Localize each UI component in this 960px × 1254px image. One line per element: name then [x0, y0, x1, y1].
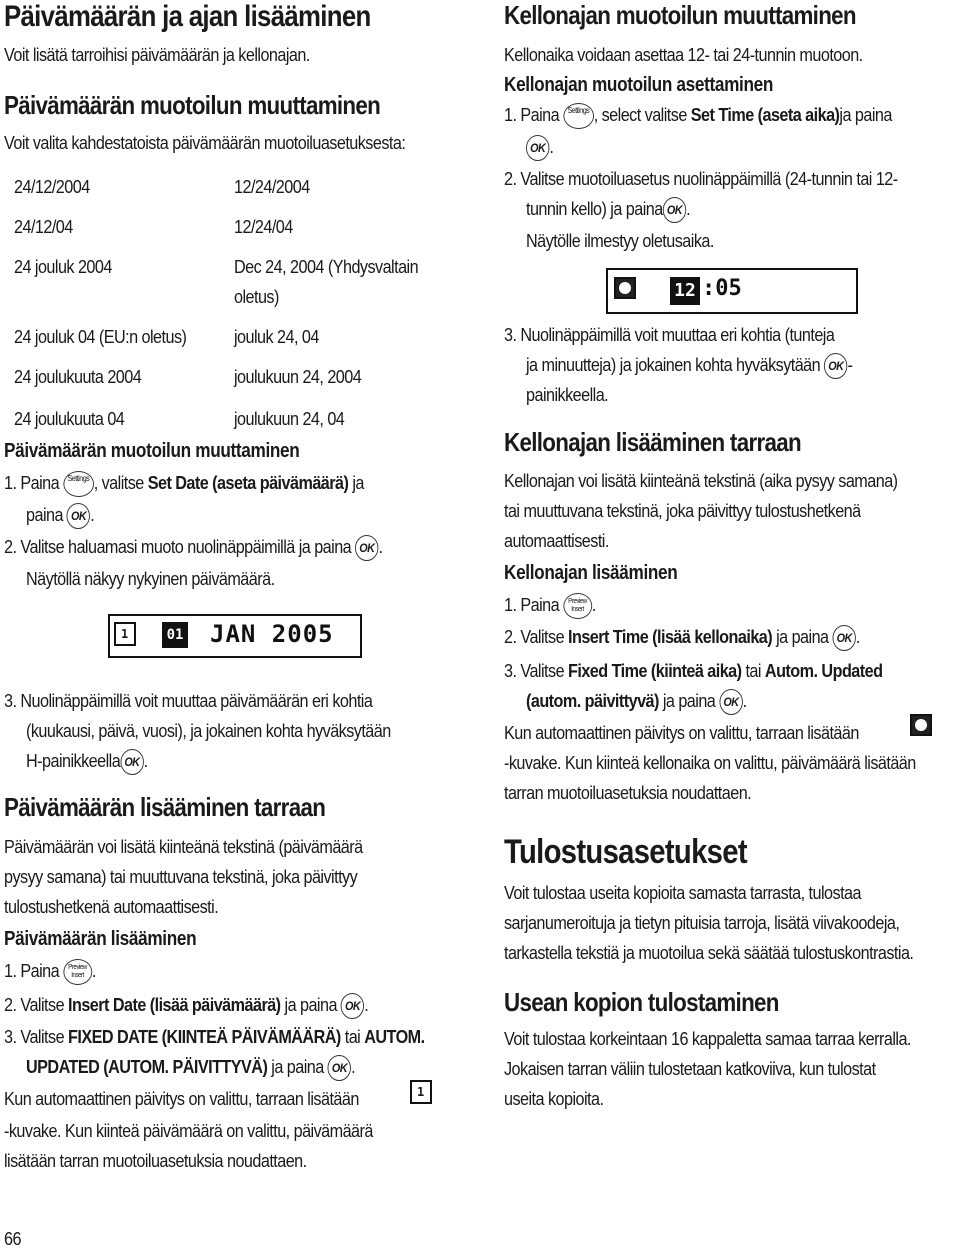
ok-button-icon: OK — [832, 625, 855, 651]
step-text: 1. Paina — [504, 105, 560, 125]
step-text: paina — [26, 505, 63, 525]
step-text: H-painikkeella — [26, 751, 121, 771]
time-format-subheading: Kellonajan muotoilun asettaminen — [504, 74, 774, 96]
time-format-heading: Kellonajan muotoilun muuttaminen — [504, 0, 856, 30]
time-step-1-cont: OK . — [526, 132, 553, 162]
ok-button-icon: OK — [120, 749, 143, 775]
step-text: ja paina — [284, 995, 337, 1015]
menu-option-autom-paivittyva: (autom. päivittyvä) — [526, 691, 659, 711]
add-time-para: automaattisesti. — [504, 531, 609, 551]
copies-para: useita kopioita. — [504, 1089, 604, 1109]
menu-option-insert-date: Insert Date (lisää päivämäärä) — [68, 995, 281, 1015]
ok-button-icon: OK — [328, 1055, 351, 1081]
date-format-heading: Päivämäärän muotoilun muuttaminen — [4, 90, 381, 120]
menu-option-set-date: Set Date (aseta päivämäärä) — [147, 473, 349, 493]
preview-insert-button-icon: Preview Insert — [63, 959, 92, 985]
add-date-subheading: Päivämäärän lisääminen — [4, 928, 197, 950]
lcd-hour-highlight: 12 — [670, 277, 700, 305]
add-time-heading: Kellonajan lisääminen tarraan — [504, 427, 801, 457]
add-date-step-2: 2. Valitse Insert Date (lisää päivämäärä) ja paina OK . — [4, 990, 368, 1020]
menu-option-fixed-date: FIXED DATE (KIINTEÄ PÄIVÄMÄÄRÄ) — [68, 1027, 341, 1047]
step-text: ja — [352, 473, 364, 493]
step-text: , valitse — [93, 473, 144, 493]
format-option: joulukuun 24, 2004 — [234, 367, 362, 387]
add-time-para: Kellonajan voi lisätä kiinteänä tekstinä (aika pysyy samana) — [504, 471, 898, 491]
format-option: jouluk 24, 04 — [234, 327, 319, 347]
format-option: 24/12/2004 — [14, 177, 90, 197]
step-text: 1. Paina — [4, 961, 60, 981]
menu-option-set-time: Set Time (aseta aika) — [690, 105, 840, 125]
add-time-step-2: 2. Valitse Insert Time (lisää kellonaika) ja paina OK . — [504, 622, 860, 652]
step-text: tai — [745, 661, 761, 681]
lcd-day-highlight: 01 — [162, 622, 188, 648]
print-settings-heading: Tulostusasetukset — [504, 833, 747, 871]
step-text: ja paina — [662, 691, 716, 711]
calendar-icon: 1 — [114, 622, 136, 646]
format-option: Dec 24, 2004 (Yhdysvaltain — [234, 257, 419, 277]
copies-para: Voit tulostaa korkeintaan 16 kappaletta samaa tarraa kerralla. — [504, 1029, 911, 1049]
add-time-step-3-cont: (autom. päivittyvä) ja paina OK . — [526, 686, 747, 716]
step-text: 1. Paina — [504, 595, 560, 615]
step-1-cont: paina OK . — [26, 500, 94, 530]
settings-button-icon: Settings — [63, 471, 94, 497]
add-date-note: lisätään tarran muotoiluasetuksia noudattaen. — [4, 1151, 307, 1171]
ok-button-icon: OK — [824, 353, 847, 379]
ok-button-icon: OK — [526, 135, 549, 161]
format-option: 24 joulukuuta 04 — [14, 409, 125, 429]
lcd-date-text: JAN 2005 — [210, 620, 334, 648]
calendar-icon: 1 — [410, 1080, 432, 1104]
time-step-2-cont: tunnin kello) ja paina OK . — [526, 194, 690, 224]
preview-insert-button-icon: Preview Insert — [563, 593, 592, 619]
menu-option-fixed-time: Fixed Time (kiinteä aika) — [568, 661, 742, 681]
step-text: ja paina — [839, 105, 892, 125]
lcd-minutes-text: :05 — [702, 276, 742, 301]
clock-icon — [910, 714, 932, 736]
settings-button-icon: Settings — [563, 103, 594, 129]
print-settings-para: sarjanumeroituja ja tietyn pituisia tarroja, lisätä viivakoodeja, — [504, 913, 900, 933]
step-text: tai — [344, 1027, 361, 1047]
step-text: ja paina — [776, 627, 829, 647]
add-time-subheading: Kellonajan lisääminen — [504, 562, 678, 584]
format-option: 12/24/2004 — [234, 177, 310, 197]
step-2-date-format: 2. Valitse haluamasi muoto nuolinäppäimillä ja paina OK . — [4, 532, 382, 562]
time-step-3-cont: ja minuutteja) ja jokainen kohta hyväksytään OK - — [526, 350, 852, 380]
clock-icon — [614, 277, 636, 299]
add-time-para: tai muuttuvana tekstinä, joka päivittyy tulostushetkenä — [504, 501, 861, 521]
time-step-3-cont2: painikkeella. — [526, 385, 609, 405]
add-date-para: Päivämäärän voi lisätä kiinteänä tekstinä (päivämäärä — [4, 837, 363, 857]
add-time-note: -kuvake. Kun kiinteä kellonaika on valittu, päivämäärä lisätään — [504, 753, 916, 773]
step-3-date-format: 3. Nuolinäppäimillä voit muuttaa päivämäärän eri kohtia — [4, 691, 373, 711]
print-settings-para: tarkastella tekstiä ja muotoilua sekä säätää tulostuskontrastia. — [504, 943, 914, 963]
step-text: , select valitse — [593, 105, 687, 125]
menu-option-autom-updated: Autom. Updated — [764, 661, 883, 681]
ok-button-icon: OK — [663, 197, 686, 223]
date-format-subheading: Päivämäärän muotoilun muuttaminen — [4, 440, 300, 462]
time-step-2: 2. Valitse muotoiluasetus nuolinäppäimillä (24-tunnin tai 12- — [504, 169, 898, 189]
step-3-cont2: H-painikkeella OK . — [26, 746, 148, 776]
add-date-para: tulostushetkenä automaattisesti. — [4, 897, 219, 917]
lcd-time-display — [606, 268, 858, 314]
add-time-step-1: 1. Paina Preview Insert . — [504, 590, 596, 620]
time-step-1 — [504, 100, 892, 130]
add-date-step-1: 1. Paina Preview Insert . — [4, 956, 96, 986]
step-text: tunnin kello) ja paina — [526, 199, 663, 219]
step-text: ja minuutteja) ja jokainen kohta hyväksytään — [526, 355, 821, 375]
step-text: 1. Paina — [4, 473, 60, 493]
date-format-intro: Voit valita kahdestatoista päivämäärän muotoiluasetuksesta: — [4, 133, 406, 153]
format-option: joulukuun 24, 04 — [234, 409, 345, 429]
ok-button-icon: OK — [355, 535, 378, 561]
add-date-heading: Päivämäärän lisääminen tarraan — [4, 792, 326, 822]
add-date-para: pysyy samana) tai muuttuvana tekstinä, joka päivittyy — [4, 867, 358, 887]
step-text: 2. Valitse haluamasi muoto nuolinäppäimillä ja paina — [4, 537, 352, 557]
format-option-cont: oletus) — [234, 287, 279, 307]
add-date-step-3 — [4, 1022, 425, 1052]
add-time-note: tarran muotoiluasetuksia noudattaen. — [504, 783, 752, 803]
copies-para: Jokaisen tarran väliin tulostetaan katkoviiva, kun tulostat — [504, 1059, 876, 1079]
menu-option-updated: UPDATED (AUTOM. PÄIVITTYVÄ) — [26, 1057, 268, 1077]
print-settings-para: Voit tulostaa useita kopioita samasta tarrasta, tulostaa — [504, 883, 861, 903]
step-2-note: Näytöllä näkyy nykyinen päivämäärä. — [26, 569, 275, 589]
time-step-3: 3. Nuolinäppäimillä voit muuttaa eri kohtia (tunteja — [504, 325, 835, 345]
intro-text: Voit lisätä tarroihisi päivämäärän ja kellonajan. — [4, 45, 310, 65]
ok-button-icon: OK — [341, 993, 364, 1019]
format-option: 24 jouluk 2004 — [14, 257, 112, 277]
step-text: 3. Valitse — [504, 661, 565, 681]
page-title: Päivämäärän ja ajan lisääminen — [4, 0, 371, 33]
add-date-note: -kuvake. Kun kiinteä päivämäärä on valittu, päivämäärä — [4, 1121, 373, 1141]
add-time-note: Kun automaattinen päivitys on valittu, tarraan lisätään — [504, 723, 859, 743]
step-text: 2. Valitse — [4, 995, 65, 1015]
step-text: ja paina — [271, 1057, 324, 1077]
step-1-date-format — [4, 468, 364, 498]
format-option: 24 joulukuuta 2004 — [14, 367, 142, 387]
step-3-cont: (kuukausi, päivä, vuosi), ja jokainen kohta hyväksytään — [26, 721, 391, 741]
copies-heading: Usean kopion tulostaminen — [504, 987, 779, 1017]
format-option: 12/24/04 — [234, 217, 293, 237]
step-text: 3. Valitse — [4, 1027, 65, 1047]
format-option: 24/12/04 — [14, 217, 73, 237]
step-text: 2. Valitse — [504, 627, 565, 647]
add-date-note — [4, 1084, 359, 1114]
add-date-step-3-cont: UPDATED (AUTOM. PÄIVITTYVÄ) ja paina OK . — [26, 1052, 355, 1082]
format-option: 24 jouluk 04 (EU:n oletus) — [14, 327, 187, 347]
note-text: Kun automaattinen päivitys on valittu, tarraan lisätään — [4, 1089, 359, 1109]
lcd-date-display — [108, 614, 362, 658]
menu-option-insert-time: Insert Time (lisää kellonaika) — [568, 627, 773, 647]
ok-button-icon: OK — [67, 503, 90, 529]
time-step-2-note: Näytölle ilmestyy oletusaika. — [526, 231, 714, 251]
add-time-step-3 — [504, 656, 882, 686]
page-number: 66 — [4, 1229, 21, 1249]
menu-option-autom: AUTOM. — [364, 1027, 425, 1047]
ok-button-icon: OK — [719, 689, 742, 715]
time-format-intro: Kellonaika voidaan asettaa 12- tai 24-tunnin muotoon. — [504, 45, 863, 65]
